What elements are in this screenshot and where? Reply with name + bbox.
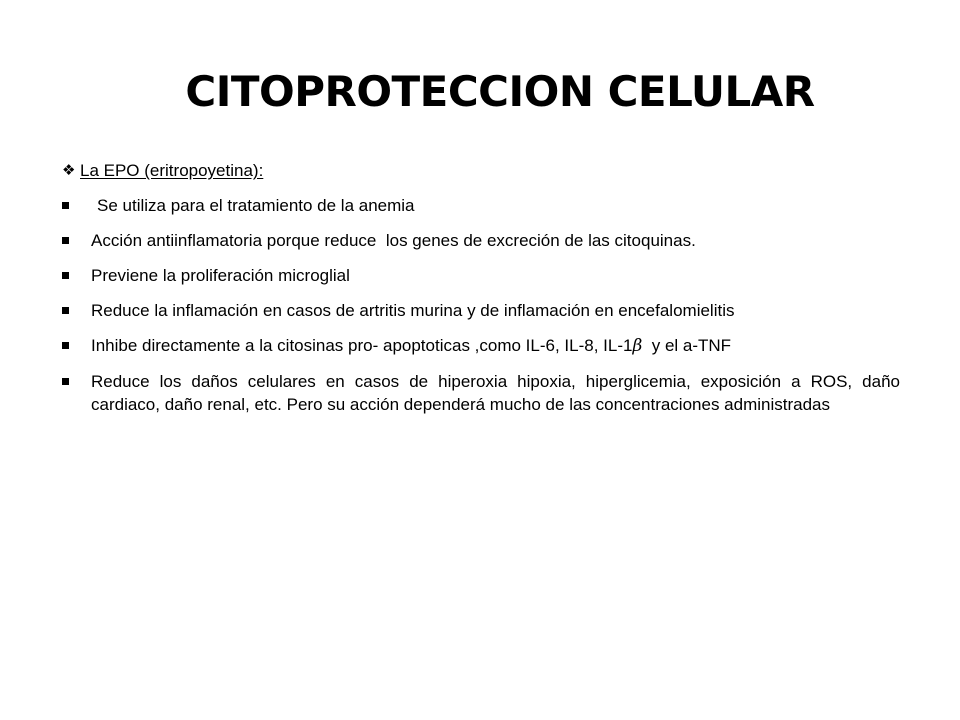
bullet-text-part: y el a-TNF [642, 336, 732, 355]
section-heading [62, 160, 263, 182]
list-item [62, 264, 900, 287]
list-item [62, 229, 900, 252]
bullet-text: Previene la proliferación microglial [91, 266, 350, 285]
bullet-text [91, 336, 731, 355]
square-bullet-icon [62, 342, 69, 349]
bullet-text: Acción antiinflamatoria porque reduce los genes de excreción de las citoquinas. [91, 231, 696, 250]
bullet-list [62, 194, 900, 428]
square-bullet-icon [62, 307, 69, 314]
square-bullet-icon [62, 378, 69, 385]
bullet-text: Reduce los daños celulares en casos de hiperoxia hipoxia, hiperglicemia, exposición a ROS, daño cardiaco, daño renal, etc. Pero su acción dependerá mucho de las concentraciones administradas [91, 372, 900, 414]
beta-symbol: β [632, 336, 643, 356]
list-item [62, 370, 900, 416]
bullet-text: Se utiliza para el tratamiento de la anemia [97, 196, 415, 215]
list-item [62, 194, 900, 217]
slide-title: CITOPROTECCION CELULAR [185, 67, 815, 116]
square-bullet-icon [62, 237, 69, 244]
square-bullet-icon [62, 202, 69, 209]
diamond-bullet-icon: ❖ [62, 162, 76, 179]
list-item [62, 334, 900, 358]
bullet-text: Reduce la inflamación en casos de artritis murina y de inflamación en encefalomielitis [91, 301, 735, 320]
square-bullet-icon [62, 272, 69, 279]
section-heading-text: La EPO (eritropoyetina): [80, 161, 264, 180]
bullet-text-part: Inhibe directamente a la citosinas pro- apoptoticas ,como IL-6, IL-8, IL-1 [91, 336, 633, 355]
list-item [62, 299, 900, 322]
